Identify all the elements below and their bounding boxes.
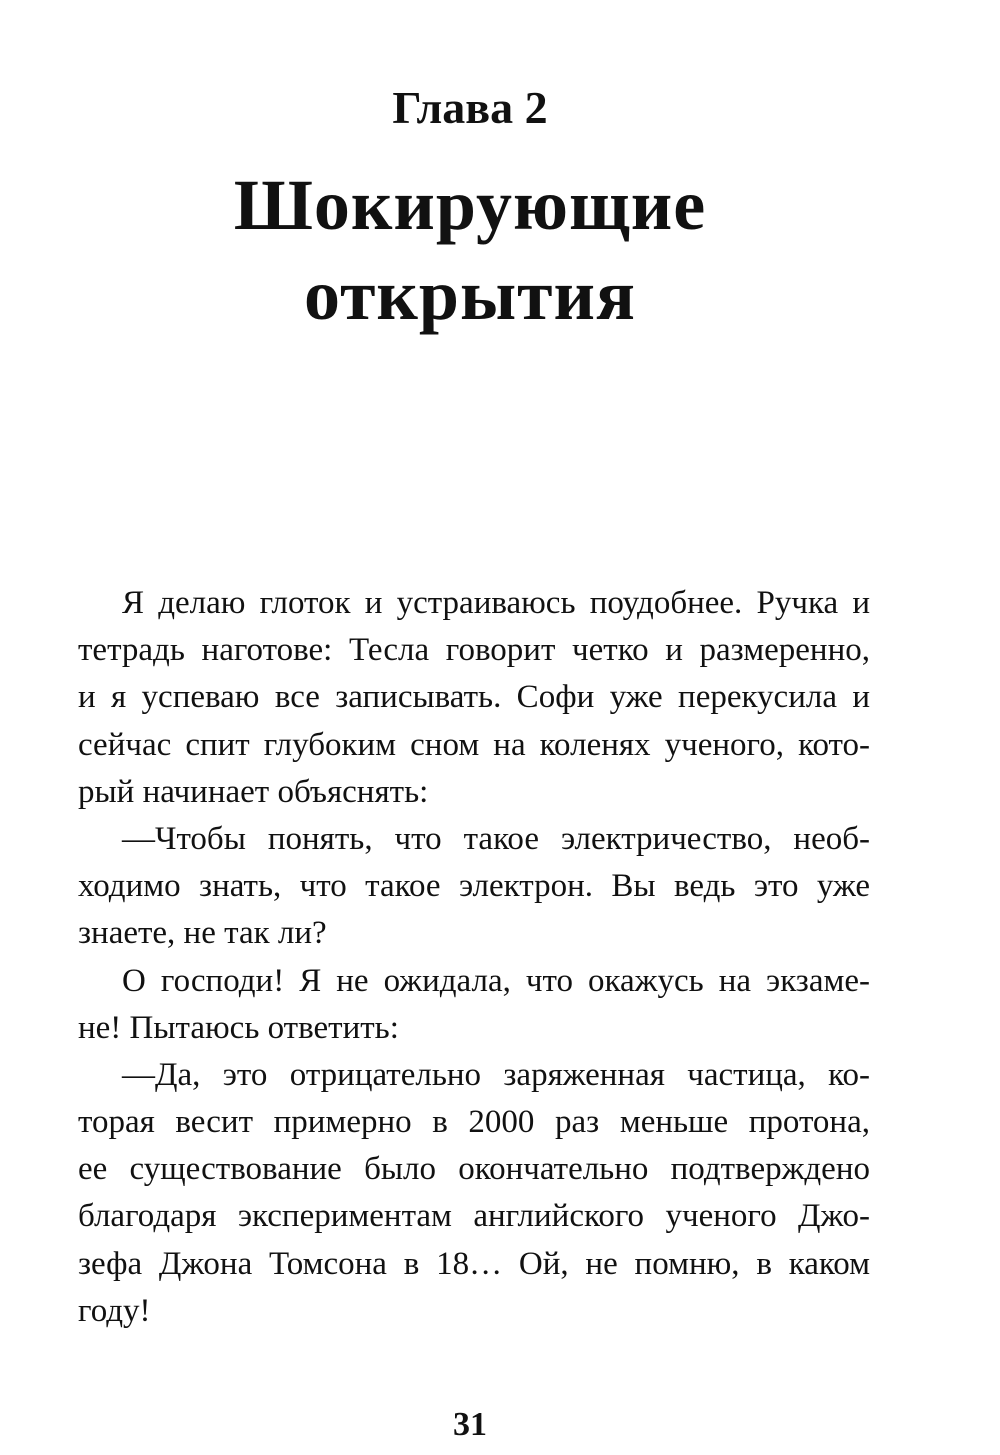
body-text — [78, 580, 870, 1335]
text-line: не! Пытаюсь ответить: — [78, 1009, 399, 1046]
text-line: году! — [78, 1292, 151, 1329]
text-line: и я успеваю все записывать. Софи уже перекусила и — [78, 679, 870, 716]
text-line: —Да, это отрицательно заряженная частица, ко- — [122, 1056, 870, 1093]
page-number: 31 — [453, 1406, 487, 1443]
text-line: зефа Джона Томсона в 18… Ой, не помню, в каком — [78, 1245, 870, 1282]
text-line: ходимо знать, что такое электрон. Вы ведь это уже — [78, 868, 870, 905]
chapter-title-line: открытия — [304, 255, 636, 335]
chapter-label: Глава 2 — [392, 82, 548, 133]
text-line: торая весит примерно в 2000 раз меньше протона, — [78, 1104, 870, 1141]
text-line: сейчас спит глубоким сном на коленях ученого, кото- — [78, 726, 870, 763]
chapter-title-line: Шокирующие — [233, 165, 707, 245]
text-line: рый начинает объяснять: — [78, 773, 429, 810]
chapter-title — [0, 160, 940, 340]
text-line: Я делаю глоток и устраиваюсь поудобнее. Ручка и — [122, 585, 870, 621]
text-line: О господи! Я не ожидала, что окажусь на экзаме- — [122, 962, 870, 999]
text-line: знаете, не так ли? — [78, 915, 327, 952]
text-line: ее существование было окончательно подтверждено — [78, 1151, 870, 1188]
text-line: тетрадь наготове: Тесла говорит четко и размеренно, — [78, 632, 870, 669]
text-line: благодаря экспериментам английского ученого Джо- — [78, 1198, 870, 1235]
text-line: —Чтобы понять, что такое электричество, необ- — [122, 820, 870, 857]
